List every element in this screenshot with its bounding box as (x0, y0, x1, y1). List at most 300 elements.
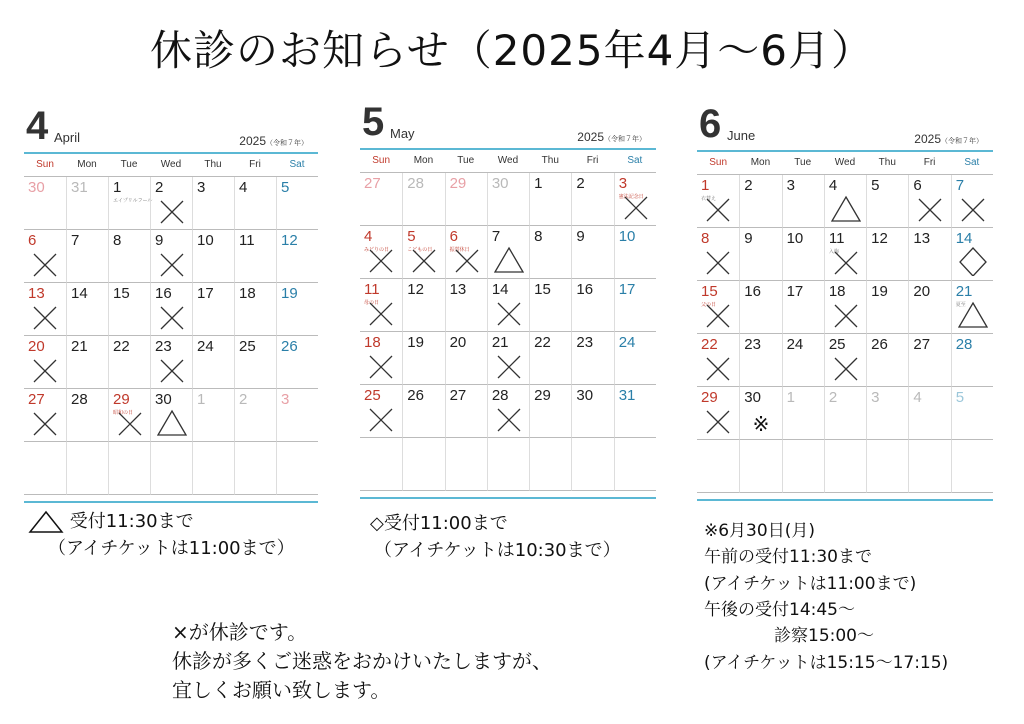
day-number: 2 (744, 177, 753, 194)
day-number: 24 (197, 338, 214, 355)
day-number: 29 (534, 387, 551, 404)
holiday-label: 父の日 (701, 302, 717, 308)
day-number: 4 (828, 177, 838, 194)
triangle-icon (494, 244, 524, 274)
day-number: 3 (786, 177, 795, 194)
day-number: 18 (828, 283, 846, 300)
day-cell (360, 385, 402, 438)
day-number: 14 (71, 285, 88, 302)
day-number: 25 (828, 336, 846, 353)
closed-x-icon (494, 297, 524, 327)
holiday-label: 憲法記念日 (618, 194, 644, 200)
day-number: 11 (828, 230, 845, 247)
day-cell (276, 230, 318, 283)
day-cell (360, 226, 402, 279)
day-cell (866, 334, 908, 387)
day-number: 15 (113, 285, 130, 302)
day-number: 30 (576, 387, 594, 404)
weekday-header (24, 154, 318, 177)
day-cell (782, 228, 824, 281)
triangle-icon (831, 193, 861, 223)
closed-x-icon (915, 193, 945, 223)
diamond-legend-line2: （アイチケットは10:30まで） (374, 540, 621, 561)
day-cell (402, 226, 444, 279)
day-number: 16 (155, 285, 172, 302)
day-cell (739, 387, 781, 440)
day-number: 20 (913, 283, 931, 300)
day-number: 29 (449, 175, 467, 192)
closed-x-icon (366, 403, 396, 433)
day-cell (908, 175, 950, 228)
day-cell (150, 177, 192, 230)
day-cell (571, 332, 613, 385)
day-cell (908, 228, 950, 281)
holiday-label: みどりの日 (364, 247, 390, 253)
day-cell (487, 438, 529, 491)
day-number: 2 (576, 175, 585, 192)
day-number: 31 (618, 387, 636, 404)
closed-x-icon (157, 354, 187, 384)
calendar-may (360, 100, 656, 499)
day-number: 5 (871, 177, 880, 194)
day-number: 26 (281, 338, 298, 355)
day-cell (445, 226, 487, 279)
day-number: 2 (239, 391, 248, 408)
day-number: 8 (534, 228, 543, 245)
day-cell (529, 438, 571, 491)
day-cell (402, 279, 444, 332)
day-cell (571, 279, 613, 332)
day-cell (192, 389, 234, 442)
day-cell (192, 283, 234, 336)
day-cell (66, 442, 108, 495)
day-number: 3 (281, 391, 290, 408)
day-number: 15 (701, 283, 718, 300)
day-number: 9 (576, 228, 585, 245)
triangle-legend-line2: （アイチケットは11:00まで） (48, 538, 295, 559)
day-cell (276, 336, 318, 389)
day-cell (150, 442, 192, 495)
day-number: 13 (28, 285, 45, 302)
weekday-mon: Mon (402, 150, 444, 173)
day-cell (614, 385, 656, 438)
day-cell (487, 279, 529, 332)
closure-message (172, 618, 552, 705)
day-number: 13 (449, 281, 467, 298)
day-cell (824, 387, 866, 440)
month-number: 5 (362, 100, 385, 144)
day-cell (445, 332, 487, 385)
weekday-wed: Wed (150, 154, 192, 177)
day-cell (614, 226, 656, 279)
day-cell (951, 228, 993, 281)
day-cell (24, 283, 66, 336)
weekday-wed: Wed (487, 150, 529, 173)
day-number: 29 (701, 389, 718, 406)
day-number: 2 (828, 389, 838, 406)
closed-x-icon (828, 246, 861, 276)
weekday-fri: Fri (571, 150, 613, 173)
closed-x-icon (703, 193, 733, 223)
day-number: 30 (155, 391, 172, 408)
day-cell (24, 389, 66, 442)
weekday-wed: Wed (824, 152, 866, 175)
weekday-tue: Tue (445, 150, 487, 173)
june30-line: (アイチケットは11:00まで) (704, 573, 917, 594)
day-cell (487, 385, 529, 438)
day-number: 4 (364, 228, 373, 245)
closure-line: ×が休診です。 (172, 620, 308, 644)
day-cell (697, 334, 739, 387)
holiday-label: 衣替え (701, 196, 717, 202)
day-number: 27 (913, 336, 931, 353)
diamond-icon (958, 246, 988, 276)
year-label: 2025（令和７年） (577, 130, 646, 144)
weekday-mon: Mon (66, 154, 108, 177)
day-cell (782, 175, 824, 228)
closed-x-icon (30, 407, 60, 437)
closed-x-icon (157, 301, 187, 331)
day-cell (866, 175, 908, 228)
day-cell (108, 177, 153, 230)
day-cell (108, 336, 150, 389)
day-number: 10 (618, 228, 636, 245)
day-number: 5 (281, 179, 290, 196)
day-number: 26 (871, 336, 888, 353)
holiday-label: 入梅 (828, 249, 839, 255)
diamond-legend (370, 510, 621, 564)
day-number: 9 (155, 232, 164, 249)
calendar-june (697, 102, 993, 501)
closed-x-icon (366, 244, 396, 274)
day-cell (739, 334, 781, 387)
day-number: 23 (744, 336, 761, 353)
triangle-legend-line1: 受付11:30まで (69, 511, 194, 532)
june30-line: 午後の受付14:45～ (704, 600, 855, 621)
day-number: 6 (449, 228, 458, 245)
weekday-sun: Sun (24, 154, 66, 177)
day-cell (487, 332, 529, 385)
day-cell (782, 387, 824, 440)
closed-x-icon (30, 354, 60, 384)
month-number: 6 (699, 102, 722, 146)
day-cell (402, 385, 444, 438)
day-number: 4 (913, 389, 922, 406)
day-number: 8 (701, 230, 710, 247)
day-number: 15 (534, 281, 551, 298)
day-number: 25 (239, 338, 256, 355)
day-number: 12 (281, 232, 298, 249)
day-number: 10 (786, 230, 804, 247)
month-name: April (54, 130, 81, 145)
day-cell (908, 281, 950, 334)
closed-x-icon (30, 301, 60, 331)
day-cell (571, 438, 613, 491)
day-number: 7 (955, 177, 965, 194)
day-cell (782, 281, 824, 334)
day-number: 1 (534, 175, 543, 192)
day-cell (192, 442, 234, 495)
day-cell (66, 389, 108, 442)
day-cell (360, 279, 402, 332)
day-cell (529, 332, 571, 385)
day-cell (234, 177, 276, 230)
day-cell (739, 228, 781, 281)
year-label: 2025（令和７年） (914, 132, 983, 146)
day-number: 27 (449, 387, 467, 404)
day-cell (108, 442, 150, 495)
day-number: 22 (701, 336, 718, 353)
day-number: 6 (28, 232, 37, 249)
triangle-icon (28, 510, 64, 534)
bottom-rule (360, 497, 656, 499)
day-cell (66, 177, 108, 230)
weekday-sun: Sun (360, 150, 402, 173)
day-number: 17 (786, 283, 804, 300)
day-number: 11 (364, 281, 380, 298)
closed-x-icon (494, 403, 524, 433)
day-number: 1 (701, 177, 710, 194)
day-cell (234, 283, 276, 336)
weekday-mon: Mon (739, 152, 781, 175)
day-cell (108, 283, 150, 336)
month-number: 4 (26, 104, 49, 148)
day-number: 27 (28, 391, 45, 408)
day-cell (150, 230, 192, 283)
day-cell (66, 230, 108, 283)
day-number: 19 (281, 285, 298, 302)
day-cell (445, 279, 487, 332)
day-cell (445, 385, 487, 438)
day-number: 6 (913, 177, 922, 194)
day-number: 28 (491, 387, 509, 404)
day-number: 26 (407, 387, 424, 404)
day-cell (108, 230, 150, 283)
day-cell (866, 281, 908, 334)
month-name: June (727, 128, 756, 143)
year-label: 2025（令和７年） (239, 134, 308, 148)
day-cell (234, 336, 276, 389)
day-cell (234, 442, 276, 495)
june30-notice (704, 518, 948, 676)
day-number: 5 (955, 389, 965, 406)
day-number: 19 (871, 283, 888, 300)
weekday-sat: Sat (614, 150, 656, 173)
diamond-legend-line1: ◇受付11:00まで (370, 513, 508, 534)
calendar-april (24, 104, 318, 503)
page-title: 休診のお知らせ（2025年4月～6月） (149, 26, 875, 75)
day-number: 4 (239, 179, 248, 196)
day-cell (908, 387, 950, 440)
day-cell (150, 283, 192, 336)
day-number: 18 (239, 285, 256, 302)
day-cell (739, 281, 781, 334)
weekday-header (360, 150, 656, 173)
svg-text:※: ※ (752, 412, 770, 435)
day-cell (360, 173, 402, 226)
day-cell (276, 389, 318, 442)
bottom-rule (697, 499, 993, 501)
day-cell (824, 175, 866, 228)
day-cell (24, 336, 66, 389)
day-cell (487, 173, 529, 226)
day-cell (908, 440, 950, 493)
day-cell (908, 334, 950, 387)
day-cell (824, 281, 866, 334)
day-number: 17 (197, 285, 214, 302)
closure-line: 休診が多くご迷惑をおかけいたしますが、 (172, 649, 552, 673)
day-cell (614, 332, 656, 385)
weekday-fri: Fri (908, 152, 950, 175)
day-number: 24 (618, 334, 636, 351)
day-grid (24, 177, 318, 495)
day-number: 27 (364, 175, 381, 192)
day-number: 22 (534, 334, 551, 351)
day-number: 14 (491, 281, 509, 298)
holiday-label: エイプリルフール (113, 198, 153, 204)
holiday-label: 昭和の日 (113, 410, 134, 416)
day-cell (866, 440, 908, 493)
closed-x-icon (449, 244, 482, 274)
day-cell (234, 389, 276, 442)
closed-x-icon (494, 350, 524, 380)
weekday-tue: Tue (108, 154, 150, 177)
day-cell (824, 440, 866, 493)
day-cell (951, 387, 993, 440)
june30-line: ※6月30日(月) (704, 521, 815, 541)
day-cell (66, 283, 108, 336)
reference-mark-icon (746, 405, 776, 435)
day-number: 3 (618, 175, 628, 192)
day-cell (24, 230, 66, 283)
day-cell (571, 385, 613, 438)
day-cell (360, 438, 402, 491)
day-number: 2 (155, 179, 164, 196)
day-number: 5 (407, 228, 416, 245)
day-cell (66, 336, 108, 389)
day-number: 11 (239, 232, 255, 249)
closed-x-icon (703, 299, 733, 329)
closure-line: 宜しくお願い致します。 (172, 678, 391, 702)
closed-x-icon (409, 244, 439, 274)
day-number: 14 (955, 230, 973, 247)
day-cell (697, 228, 739, 281)
day-grid (360, 173, 656, 491)
day-cell (866, 228, 908, 281)
day-number: 25 (364, 387, 381, 404)
day-cell (697, 440, 739, 493)
weekday-sat: Sat (951, 152, 993, 175)
day-cell (824, 228, 866, 281)
day-number: 29 (113, 391, 130, 408)
day-cell (951, 281, 993, 334)
day-number: 3 (197, 179, 206, 196)
day-cell (614, 438, 656, 491)
closed-x-icon (958, 193, 988, 223)
day-cell (445, 438, 487, 491)
day-number: 24 (786, 336, 804, 353)
day-cell (614, 279, 656, 332)
weekday-header (697, 152, 993, 175)
closed-x-icon (703, 352, 733, 382)
day-number: 28 (407, 175, 424, 192)
day-number: 1 (197, 391, 206, 408)
day-cell (529, 173, 571, 226)
day-cell (951, 440, 993, 493)
day-cell (571, 226, 613, 279)
day-cell (697, 281, 739, 334)
day-number: 7 (491, 228, 501, 245)
holiday-label: 母の日 (364, 300, 380, 306)
closed-x-icon (831, 352, 861, 382)
day-cell (24, 177, 66, 230)
closed-x-icon (366, 297, 396, 327)
day-cell (192, 177, 234, 230)
day-number: 16 (744, 283, 761, 300)
day-number: 28 (71, 391, 88, 408)
closed-x-icon (703, 405, 733, 435)
day-number: 20 (28, 338, 45, 355)
day-cell (402, 332, 444, 385)
day-number: 30 (28, 179, 45, 196)
day-cell (571, 173, 613, 226)
june30-line: 午前の受付11:30まで (704, 547, 872, 568)
weekday-thu: Thu (529, 150, 571, 173)
day-number: 21 (71, 338, 88, 355)
day-number: 31 (71, 179, 88, 196)
day-cell (529, 279, 571, 332)
day-cell (24, 442, 66, 495)
day-cell (866, 387, 908, 440)
day-cell (824, 334, 866, 387)
closed-x-icon (157, 195, 187, 225)
day-number: 21 (955, 283, 973, 300)
triangle-icon (157, 407, 187, 437)
day-cell (697, 387, 739, 440)
day-number: 30 (491, 175, 509, 192)
day-number: 1 (786, 389, 795, 406)
day-cell (739, 440, 781, 493)
day-cell (276, 442, 318, 495)
holiday-label: 夏至 (955, 302, 966, 308)
day-number: 9 (744, 230, 753, 247)
day-number: 28 (955, 336, 973, 353)
day-number: 1 (113, 179, 122, 196)
closed-x-icon (30, 248, 60, 278)
day-cell (192, 230, 234, 283)
day-cell (276, 283, 318, 336)
month-name: May (390, 126, 415, 141)
weekday-thu: Thu (866, 152, 908, 175)
closed-x-icon (703, 246, 733, 276)
weekday-thu: Thu (192, 154, 234, 177)
weekday-sat: Sat (276, 154, 318, 177)
day-cell (108, 389, 150, 442)
day-cell (529, 385, 571, 438)
day-grid (697, 175, 993, 493)
day-cell (697, 175, 739, 228)
day-number: 18 (364, 334, 381, 351)
day-cell (150, 336, 192, 389)
day-number: 19 (407, 334, 424, 351)
closed-x-icon (618, 191, 651, 221)
bottom-rule (24, 501, 318, 503)
weekday-sun: Sun (697, 152, 739, 175)
weekday-tue: Tue (782, 152, 824, 175)
day-cell (360, 332, 402, 385)
triangle-icon (955, 299, 988, 329)
day-cell (487, 226, 529, 279)
